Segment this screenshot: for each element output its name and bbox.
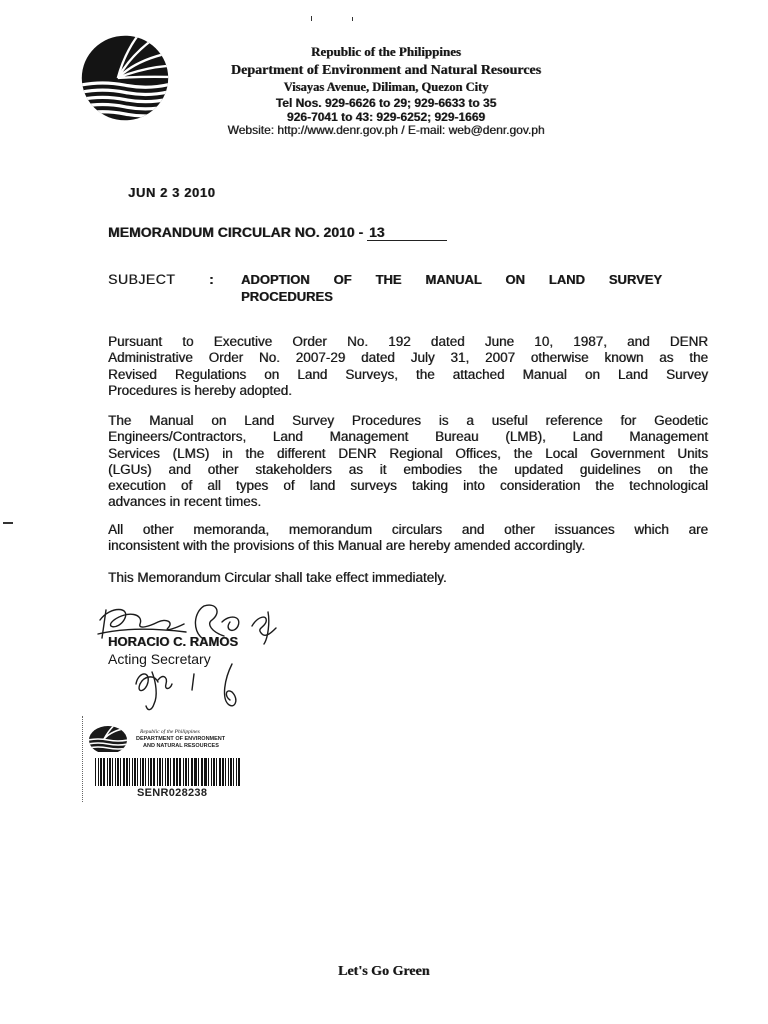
subject-title [241, 271, 662, 305]
paragraph-line: Engineers/Contractors, Land Management Bureau (LMB), Land Management [108, 429, 708, 445]
barcode-bar [150, 758, 152, 786]
barcode-bar [225, 758, 226, 786]
barcode-bar [115, 758, 116, 786]
body-paragraph [108, 570, 708, 586]
body-paragraph [108, 334, 708, 399]
paragraph-line: Procedures is hereby adopted. [108, 382, 292, 398]
barcode-bar [228, 758, 229, 786]
barcode-bar [188, 758, 189, 786]
initials-image [128, 660, 243, 716]
barcode-bar [183, 758, 184, 786]
barcode-bar [157, 758, 158, 786]
paragraph-line: (LGUs) and other stakeholders as it embodies the updated guidelines on the [108, 461, 708, 477]
barcode-bar [137, 758, 138, 786]
barcode-bar [109, 758, 111, 786]
stamp-logo-icon [88, 722, 128, 752]
barcode-bar [170, 758, 171, 786]
barcode-bar [198, 758, 199, 786]
barcode-bar [167, 758, 169, 786]
denr-logo-icon [79, 33, 171, 123]
barcode-bar [162, 758, 163, 786]
barcode-bar [233, 758, 234, 786]
stamp-tracking-code: SENR028238 [137, 787, 208, 799]
barcode-bar [140, 758, 141, 786]
barcode-bar [123, 758, 125, 786]
barcode-bar [98, 758, 99, 786]
barcode-bar [204, 758, 207, 786]
letterhead-address: Visayas Avenue, Diliman, Quezon City [283, 80, 489, 94]
barcode-bar [159, 758, 161, 786]
barcode-bar [142, 758, 144, 786]
paragraph-line: advances in recent times. [108, 494, 262, 510]
stamp-department-line-2: AND NATURAL RESOURCES [143, 743, 219, 749]
paragraph-line: inconsistent with the provisions of this Manual are hereby amended accordingly. [108, 538, 586, 554]
scan-mark [3, 522, 13, 524]
barcode-bar [132, 758, 133, 786]
stamp-republic: Republic of the Philippines [140, 729, 200, 735]
barcode-bar [194, 758, 197, 786]
barcode-bar [179, 758, 181, 786]
stamp-department-line-1: DEPARTMENT OF ENVIRONMENT [136, 736, 226, 742]
barcode-bar [238, 758, 240, 786]
paragraph-line: This Memorandum Circular shall take effect immediately. [108, 570, 447, 585]
paragraph-line: The Manual on Land Survey Procedures is a useful reference for Geodetic [108, 413, 708, 428]
barcode-bar [126, 758, 128, 786]
barcode-bar [222, 758, 224, 786]
barcode-bar [236, 758, 237, 786]
paragraph-line: Revised Regulations on Land Surveys, the attached Manual on Land Survey [108, 366, 708, 382]
memo-date: JUN 2 3 2010 [128, 185, 216, 200]
barcode-bar [100, 758, 102, 786]
barcode-bar [153, 758, 155, 786]
barcode-bar [208, 758, 209, 786]
barcode-bar [107, 758, 108, 786]
barcode-bar [120, 758, 121, 786]
body-paragraph [108, 522, 708, 555]
paragraph-line: Administrative Order No. 2007-29 dated July 31, 2007 otherwise known as the [108, 350, 708, 366]
barcode-bar [95, 758, 96, 786]
barcode-bar [230, 758, 232, 786]
barcode-bar [148, 758, 149, 786]
memo-heading [108, 224, 447, 241]
barcode-bar [129, 758, 130, 786]
footer-slogan: Let's Go Green [338, 964, 430, 979]
barcode-bar [103, 758, 105, 786]
paragraph-line: All other memoranda, memorandum circulars and other issuances which are [108, 522, 708, 537]
body-paragraph [108, 413, 708, 511]
scan-mark [311, 16, 312, 21]
signatory-title: Acting Secretary [108, 651, 211, 667]
paragraph-line: Pursuant to Executive Order No. 192 dated June 10, 1987, and DENR [108, 334, 708, 349]
barcode-bar [145, 758, 146, 786]
paragraph-line: Services (LMS) in the different DENR Regional Offices, the Local Government Units [108, 445, 708, 461]
subject-label: SUBJECT [108, 271, 176, 287]
barcode-bar [134, 758, 136, 786]
paragraph-line: execution of all types of land surveys taking into consideration the technological [108, 478, 708, 494]
barcode-bar [216, 758, 217, 786]
subject-line: PROCEDURES [241, 289, 333, 304]
signatory-name: HORACIO C. RAMOS [108, 634, 238, 649]
letterhead-republic: Republic of the Philippines [311, 44, 461, 59]
barcode-bar [117, 758, 119, 786]
barcode-bar [219, 758, 221, 786]
subject-line: ADOPTION OF THE MANUAL ON LAND SURVEY [241, 272, 662, 287]
barcode-bar [112, 758, 113, 786]
barcode-bar [211, 758, 212, 786]
memo-label: MEMORANDUM CIRCULAR NO. 2010 - [108, 224, 368, 240]
memo-number: 13 [367, 225, 447, 241]
letterhead-website: Website: http://www.denr.gov.ph / E-mail: web@denr.gov.ph [227, 123, 545, 137]
letterhead-phone-1: Tel Nos. 929-6626 to 29; 929-6633 to 35 [275, 96, 497, 110]
subject-colon: : [209, 271, 214, 287]
barcode-bar [173, 758, 175, 786]
letterhead-department: Department of Environment and Natural Resources [230, 63, 542, 78]
barcode-bar [176, 758, 178, 786]
barcode [95, 758, 243, 786]
barcode-bar [185, 758, 187, 786]
letterhead-phone-2: 926-7041 to 43: 929-6252; 929-1669 [286, 110, 486, 124]
barcode-bar [165, 758, 166, 786]
barcode-bar [201, 758, 203, 786]
barcode-bar [191, 758, 193, 786]
scan-mark [352, 17, 353, 21]
barcode-bar [213, 758, 215, 786]
margin-dotted-line [82, 716, 83, 802]
